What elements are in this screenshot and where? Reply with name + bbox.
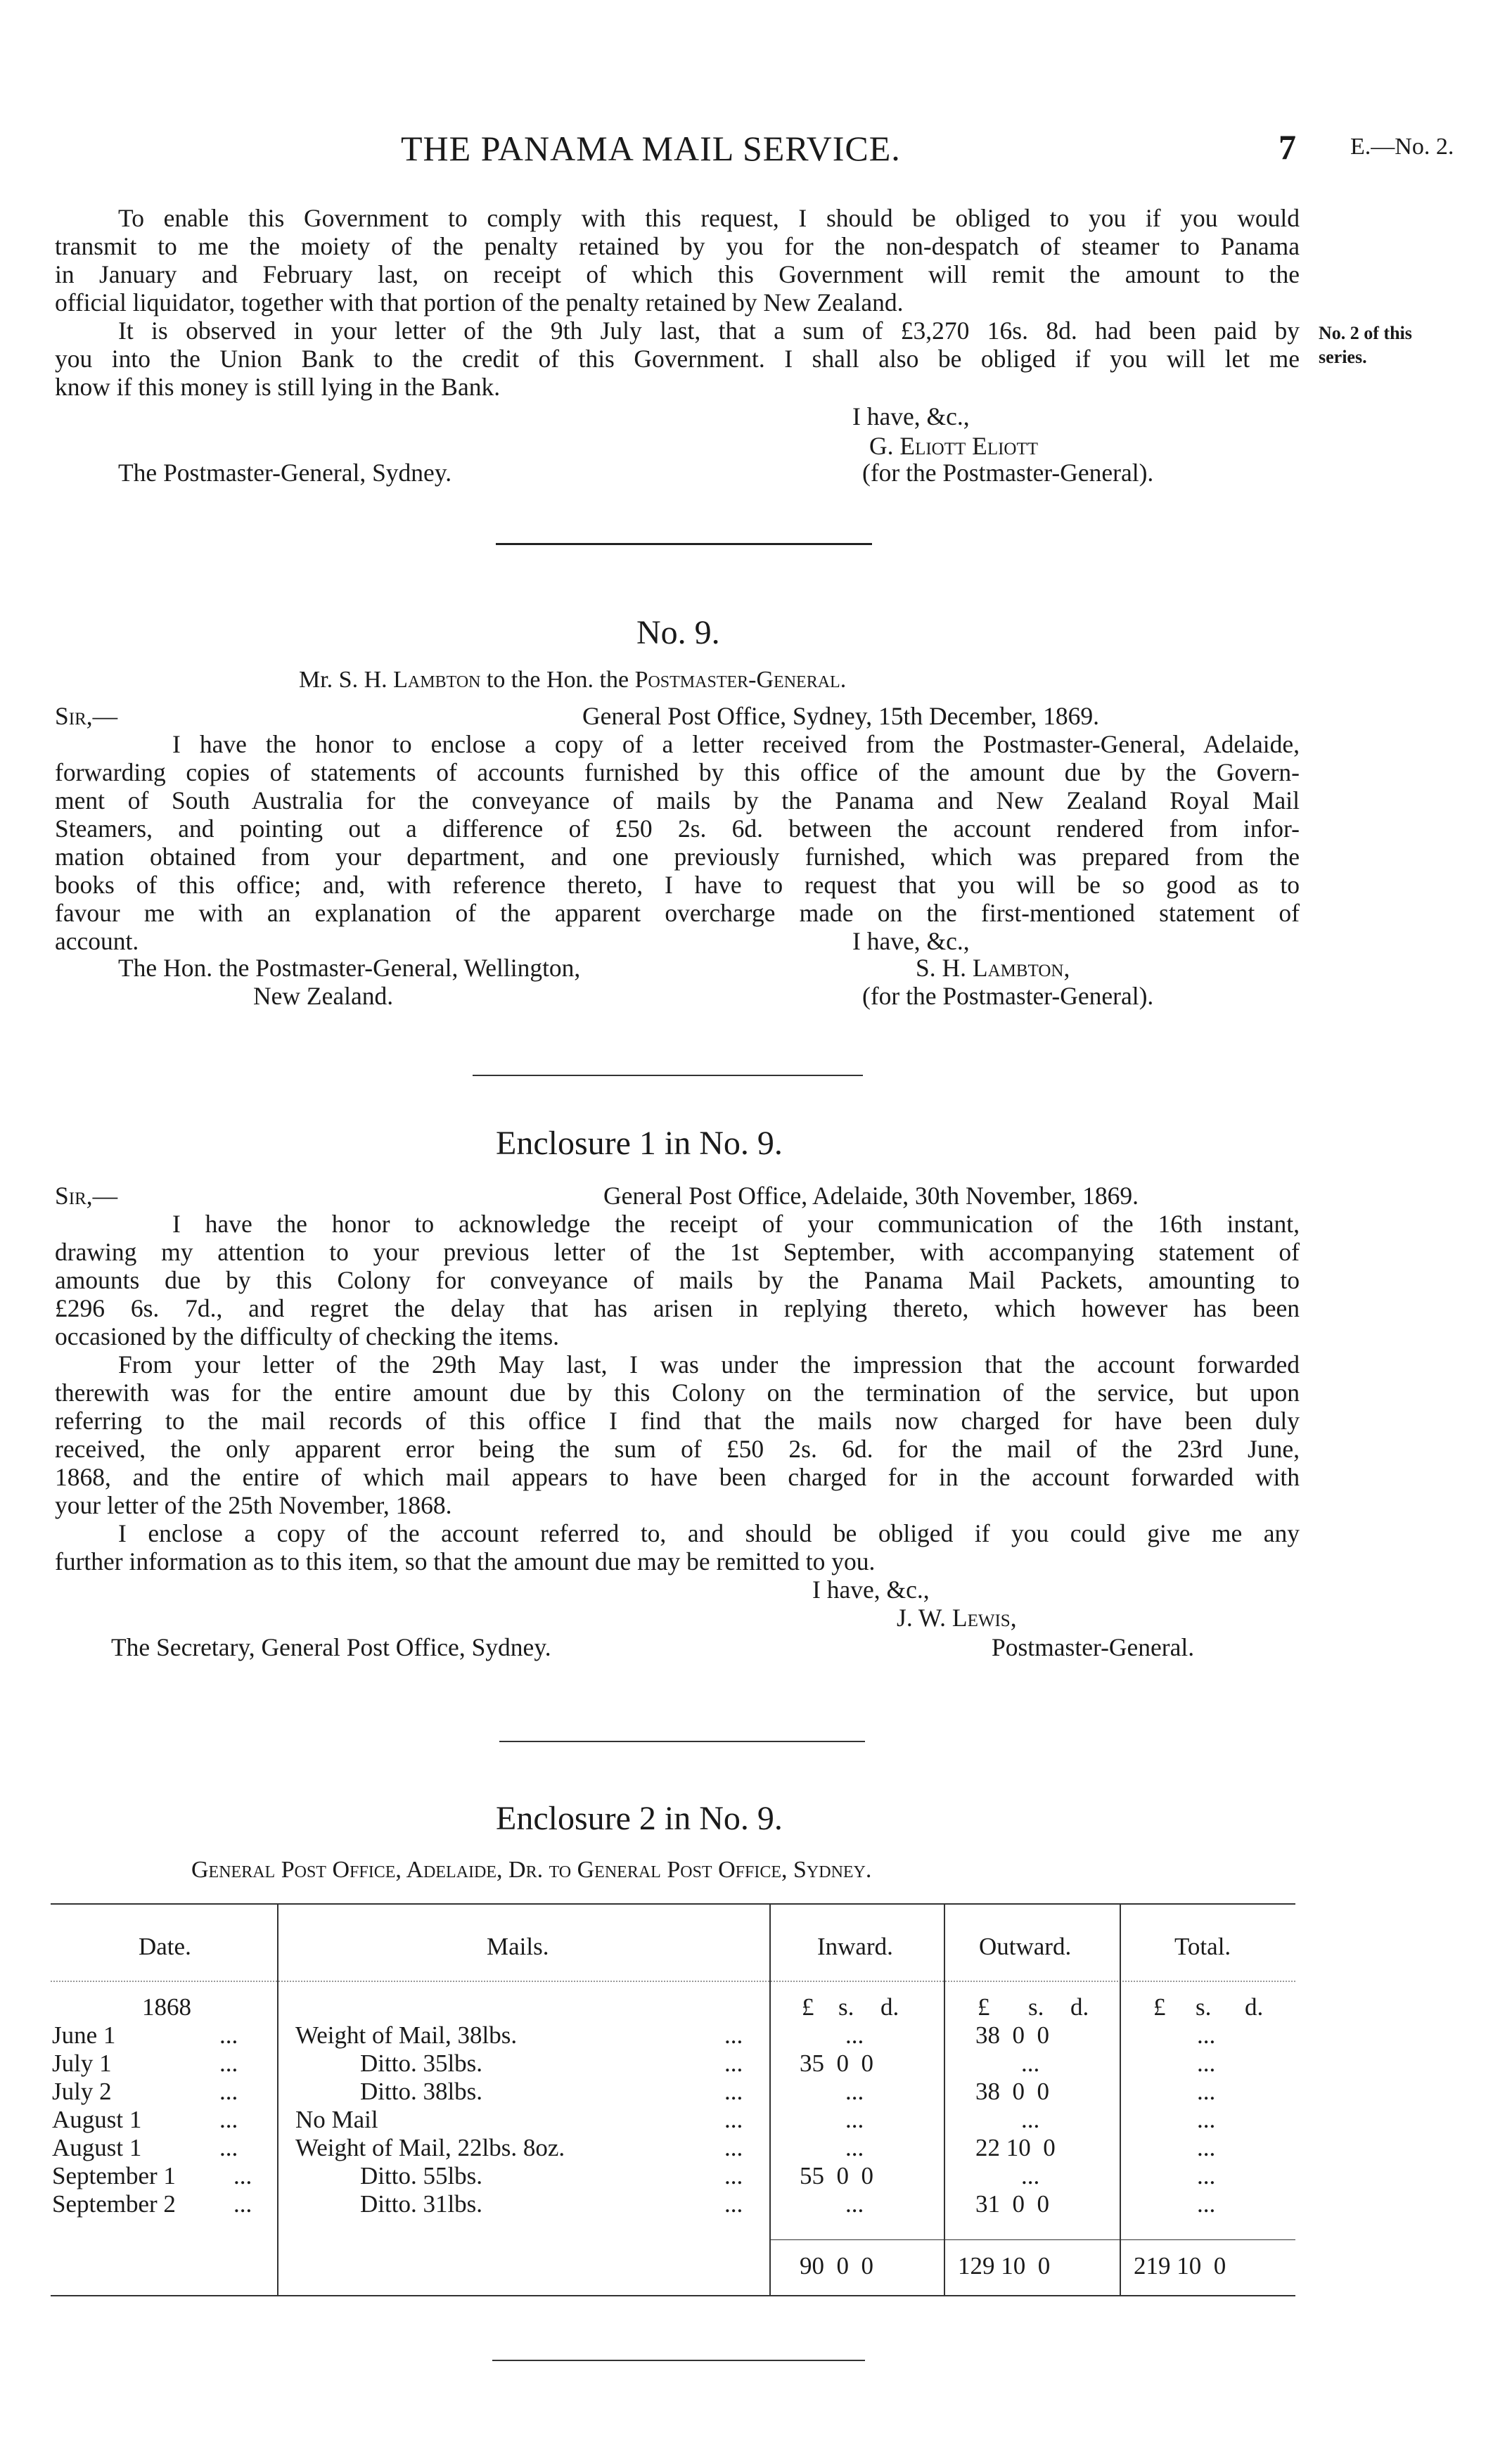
dateline: General Post Office, Adelaide, 30th November, 1869. bbox=[603, 1182, 1139, 1210]
unit-shillings: s. bbox=[1196, 1993, 1212, 2021]
text-line: therewith was for the entire amount due by this Colony on the termination of the service, but upon bbox=[55, 1379, 1300, 1407]
row-mail: Ditto. 31lbs. bbox=[360, 2190, 483, 2218]
text-line: Steamers, and pointing out a difference of £50 2s. 6d. between the account rendered from infor- bbox=[55, 814, 1300, 843]
text-line: favour me with an explanation of the apparent overcharge made on the first-mentioned statement of bbox=[55, 899, 1300, 927]
row-outward: ... bbox=[1021, 2162, 1040, 2190]
row-mail: Weight of Mail, 38lbs. bbox=[295, 2021, 518, 2049]
unit-pounds: £ bbox=[802, 1993, 814, 2021]
row-mail: Weight of Mail, 22lbs. 8oz. bbox=[295, 2134, 565, 2161]
row-total: ... bbox=[1197, 2050, 1216, 2077]
unit-pence: d. bbox=[1245, 1993, 1264, 2021]
unit-shillings: s. bbox=[1028, 1993, 1044, 2021]
leader-dots: ... bbox=[724, 2162, 743, 2190]
closing: I have, &c., bbox=[852, 402, 970, 430]
text-line: you into the Union Bank to the credit of this Government. I shall also be obliged if you will let me bbox=[55, 345, 1300, 373]
text-line: To enable this Government to comply with this request, I should be obliged to you if you would bbox=[118, 204, 1300, 232]
text-line: referring to the mail records of this office I find that the mails now charged for have been duly bbox=[55, 1407, 1300, 1435]
table-bottom-rule bbox=[51, 2295, 1295, 2296]
text-line: I have the honor to enclose a copy of a letter received from the Postmaster-General, Adelaide, bbox=[172, 730, 1300, 758]
section-subheading: General Post Office, Adelaide, Dr. to General Post Office, Sydney. bbox=[191, 1857, 872, 1883]
leader-dots: ... bbox=[219, 2134, 238, 2161]
row-outward: 31 0 0 bbox=[975, 2190, 1049, 2218]
text-line: received, the only apparent error being the sum of £50 2s. 6d. for the mail of the 23rd June, bbox=[55, 1435, 1300, 1463]
signatory-role: (for the Postmaster-General). bbox=[862, 459, 1154, 487]
leader-dots: ... bbox=[724, 2050, 743, 2077]
salutation: Sir,— bbox=[55, 702, 118, 730]
leader-dots: ... bbox=[724, 2078, 743, 2105]
text-line: mation obtained from your department, and one previously furnished, which was prepared from the bbox=[55, 843, 1300, 871]
total-rule bbox=[769, 2239, 1295, 2240]
leader-dots: ... bbox=[724, 2021, 743, 2049]
text-line: drawing my attention to your previous letter of the 1st September, with accompanying statement of bbox=[55, 1238, 1300, 1266]
unit-pence: d. bbox=[1070, 1993, 1089, 2021]
column-divider bbox=[944, 1903, 945, 2295]
row-mail: Ditto. 38lbs. bbox=[360, 2078, 483, 2105]
text-line: further information as to this item, so that the amount due may be remitted to you. bbox=[55, 1547, 876, 1575]
leader-dots: ... bbox=[219, 2106, 238, 2133]
row-date: September 1 bbox=[52, 2162, 176, 2190]
account-table bbox=[51, 1903, 1295, 2297]
subheading-role: Postmaster-General. bbox=[634, 667, 847, 693]
leader-dots: ... bbox=[219, 2078, 238, 2105]
addressee-line-2: New Zealand. bbox=[253, 982, 394, 1010]
subheading-name: Lambton bbox=[393, 667, 481, 693]
text-line: ment of South Australia for the conveyance of mails by the Panama and New Zealand Royal Mail bbox=[55, 786, 1300, 814]
page-title: THE PANAMA MAIL SERVICE. bbox=[401, 129, 901, 168]
row-inward: ... bbox=[845, 2106, 864, 2133]
row-total: ... bbox=[1197, 2106, 1216, 2133]
section-divider bbox=[496, 543, 872, 545]
row-outward: ... bbox=[1021, 2050, 1040, 2077]
text-line: your letter of the 25th November, 1868. bbox=[55, 1491, 452, 1519]
section-divider bbox=[492, 2360, 865, 2361]
row-date: July 1 bbox=[52, 2050, 112, 2077]
section-divider bbox=[499, 1741, 865, 1742]
column-header-total: Total. bbox=[1174, 1933, 1231, 1960]
text-line: £296 6s. 7d., and regret the delay that has arisen in replying thereto, which however has been bbox=[55, 1294, 1300, 1322]
signatory-role: Postmaster-General. bbox=[992, 1633, 1195, 1661]
row-inward: ... bbox=[845, 2190, 864, 2218]
document-reference: E.—No. 2. bbox=[1350, 134, 1454, 160]
leader-dots: ... bbox=[219, 2050, 238, 2077]
row-mail: Ditto. 35lbs. bbox=[360, 2050, 483, 2077]
column-divider bbox=[277, 1903, 278, 2295]
text-line: account. bbox=[55, 927, 139, 955]
section-heading: Enclosure 1 in No. 9. bbox=[496, 1125, 783, 1162]
table-top-rule bbox=[51, 1903, 1295, 1905]
leader-dots: ... bbox=[724, 2134, 743, 2161]
leader-dots: ... bbox=[233, 2162, 252, 2190]
column-divider bbox=[1120, 1903, 1121, 2295]
section-heading: No. 9. bbox=[636, 614, 720, 651]
row-inward: ... bbox=[845, 2078, 864, 2105]
text-line: books of this office; and, with reference thereto, I have to request that you will be so good as to bbox=[55, 871, 1300, 899]
total-total: 219 10 0 bbox=[1134, 2252, 1226, 2280]
text-line: know if this money is still lying in the Bank. bbox=[55, 373, 501, 401]
unit-pounds: £ bbox=[978, 1993, 990, 2021]
signature: S. H. Lambton, bbox=[916, 954, 1070, 982]
addressee: The Postmaster-General, Sydney. bbox=[118, 459, 452, 487]
row-mail: No Mail bbox=[295, 2106, 378, 2133]
row-mail: Ditto. 55lbs. bbox=[360, 2162, 483, 2190]
text-line: 1868, and the entire of which mail appears to have been charged for in the account forwarded with bbox=[55, 1463, 1300, 1491]
row-outward: 22 10 0 bbox=[975, 2134, 1056, 2161]
row-date: September 2 bbox=[52, 2190, 176, 2218]
subheading-text: to the Hon. the bbox=[480, 667, 635, 693]
text-line: official liquidator, together with that portion of the penalty retained by New Zealand. bbox=[55, 288, 904, 317]
leader-dots: ... bbox=[724, 2106, 743, 2133]
leader-dots: ... bbox=[724, 2190, 743, 2218]
table-header-rule bbox=[51, 1981, 1295, 1982]
row-inward: ... bbox=[845, 2134, 864, 2161]
page-number: 7 bbox=[1279, 127, 1296, 167]
text-line: transmit to me the moiety of the penalty retained by you for the non-despatch of steamer to Panama bbox=[55, 232, 1300, 260]
row-inward: 55 0 0 bbox=[800, 2162, 873, 2190]
dateline: General Post Office, Sydney, 15th December, 1869. bbox=[582, 702, 1100, 730]
margin-note: series. bbox=[1319, 347, 1367, 367]
signature: G. Eliott Eliott bbox=[869, 432, 1039, 460]
addressee: The Secretary, General Post Office, Sydney. bbox=[111, 1633, 551, 1661]
column-header-inward: Inward. bbox=[817, 1933, 893, 1960]
unit-pounds: £ bbox=[1153, 1993, 1166, 2021]
row-date: August 1 bbox=[52, 2106, 142, 2133]
row-outward: ... bbox=[1021, 2106, 1040, 2133]
text-line: It is observed in your letter of the 9th July last, that a sum of £3,270 16s. 8d. had been paid by bbox=[118, 317, 1300, 345]
row-outward: 38 0 0 bbox=[975, 2021, 1049, 2049]
section-heading: Enclosure 2 in No. 9. bbox=[496, 1800, 783, 1837]
unit-pence: d. bbox=[880, 1993, 899, 2021]
signature: J. W. Lewis, bbox=[897, 1604, 1017, 1632]
leader-dots: ... bbox=[233, 2190, 252, 2218]
total-inward: 90 0 0 bbox=[800, 2252, 873, 2280]
total-outward: 129 10 0 bbox=[958, 2252, 1051, 2280]
subheading-text: Mr. S. H. bbox=[299, 667, 394, 693]
row-date: June 1 bbox=[52, 2021, 116, 2049]
row-date: August 1 bbox=[52, 2134, 142, 2161]
section-subheading bbox=[299, 667, 846, 693]
text-line: in January and February last, on receipt of which this Government will remit the amount to the bbox=[55, 260, 1300, 288]
column-header-date: Date. bbox=[139, 1933, 191, 1960]
margin-note: No. 2 of this bbox=[1319, 323, 1412, 343]
row-date: July 2 bbox=[52, 2078, 112, 2105]
row-total: ... bbox=[1197, 2134, 1216, 2161]
row-total: ... bbox=[1197, 2021, 1216, 2049]
text-line: From your letter of the 29th May last, I was under the impression that the account forwarded bbox=[118, 1350, 1300, 1379]
salutation: Sir,— bbox=[55, 1182, 118, 1210]
text-line: amounts due by this Colony for conveyance of mails by the Panama Mail Packets, amounting to bbox=[55, 1266, 1300, 1294]
year-label: 1868 bbox=[142, 1993, 191, 2021]
row-inward: 35 0 0 bbox=[800, 2050, 873, 2077]
row-total: ... bbox=[1197, 2190, 1216, 2218]
leader-dots: ... bbox=[219, 2021, 238, 2049]
unit-shillings: s. bbox=[838, 1993, 854, 2021]
column-header-mails: Mails. bbox=[487, 1933, 549, 1960]
text-line: I have the honor to acknowledge the receipt of your communication of the 16th instant, bbox=[172, 1210, 1300, 1238]
column-header-outward: Outward. bbox=[979, 1933, 1072, 1960]
row-total: ... bbox=[1197, 2078, 1216, 2105]
text-line: occasioned by the difficulty of checking the items. bbox=[55, 1322, 560, 1350]
column-divider bbox=[769, 1903, 771, 2295]
row-inward: ... bbox=[845, 2021, 864, 2049]
section-divider bbox=[473, 1075, 863, 1076]
row-outward: 38 0 0 bbox=[975, 2078, 1049, 2105]
text-line: I enclose a copy of the account referred to, and should be obliged if you could give me any bbox=[118, 1519, 1300, 1547]
addressee: The Hon. the Postmaster-General, Wellington, bbox=[118, 954, 581, 982]
text-line: forwarding copies of statements of accounts furnished by this office of the amount due by the Govern- bbox=[55, 758, 1300, 786]
row-total: ... bbox=[1197, 2162, 1216, 2190]
closing: I have, &c., bbox=[852, 927, 970, 955]
closing: I have, &c., bbox=[812, 1575, 930, 1604]
signatory-role: (for the Postmaster-General). bbox=[862, 982, 1154, 1010]
